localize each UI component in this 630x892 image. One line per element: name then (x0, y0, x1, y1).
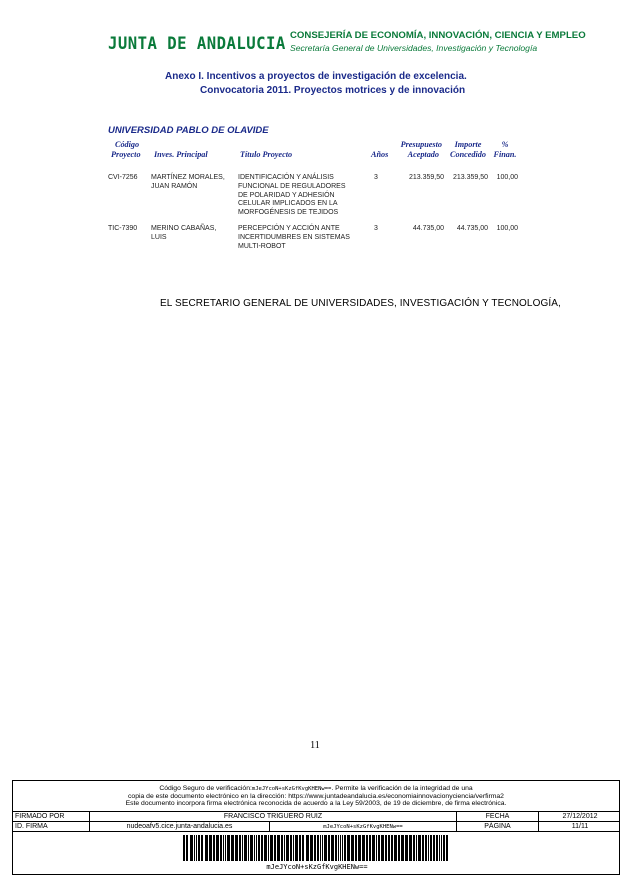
barcode-bar (328, 835, 330, 861)
firmado-value: FRANCISCO TRIGUERO RUIZ (89, 812, 456, 822)
barcode-bar (186, 835, 188, 861)
barcode-bar (239, 835, 241, 861)
row1-titulo-line: FUNCIONAL DE REGULADORES (238, 182, 346, 190)
barcode-bar (443, 835, 445, 861)
barcode-bar (190, 835, 193, 861)
row1-presupuesto: 213.359,50 (408, 174, 444, 181)
row1-anos: 3 (374, 174, 378, 181)
verification-code: mJeJYcoN+sKzGfKvgKHENw== (251, 786, 332, 792)
divider (13, 831, 619, 832)
row1-inves-line1: MARTÍNEZ MORALES, (151, 174, 225, 181)
barcode-bar (441, 835, 442, 861)
row1-importe: 213.359,50 (452, 174, 488, 181)
barcode-bar (264, 835, 267, 861)
barcode-bar (223, 835, 224, 861)
annex-title-line2: Convocatoria 2011. Proyectos motrices y de innovación (200, 85, 466, 96)
barcode-bar (317, 835, 319, 861)
row1-inves-line2: JUAN RAMÓN (151, 182, 198, 190)
barcode-bar (381, 835, 384, 861)
row2-importe: 44.735,00 (456, 225, 488, 232)
barcode-bar (201, 835, 203, 861)
barcode-bar (394, 835, 397, 861)
barcode-bar (418, 835, 421, 861)
header-codigo (111, 140, 141, 160)
barcode-bar (274, 835, 276, 861)
verification-box (12, 780, 620, 875)
header-finan-line1: % (501, 140, 509, 149)
barcode-bar (227, 835, 230, 861)
barcode-bar (248, 835, 249, 861)
fecha-label: FECHA (456, 812, 538, 822)
secretary-signature-line: EL SECRETARIO GENERAL DE UNIVERSIDADES, INVESTIGACIÓN Y TECNOLOGÍA, (160, 298, 561, 309)
barcode-bar (340, 835, 341, 861)
barcode-bar (351, 835, 354, 861)
barcode-bar (391, 835, 393, 861)
header-inves: Inves. Principal (154, 150, 208, 159)
barcode-bar (342, 835, 343, 861)
row2-titulo (238, 225, 350, 251)
barcode-bar (425, 835, 427, 861)
row1-titulo-line: DE POLARIDAD Y ADHESIÓN (238, 191, 335, 199)
barcode-bar (314, 835, 316, 861)
barcode-bar (213, 835, 215, 861)
header-presupuesto (397, 140, 442, 160)
barcode-bar (220, 835, 222, 861)
barcode-bar (347, 835, 350, 861)
barcode-bar (310, 835, 313, 861)
header-anos: Años (371, 150, 389, 159)
barcode-bar (338, 835, 339, 861)
barcode-bar (183, 835, 185, 861)
barcode-bar (205, 835, 208, 861)
row2-inves (151, 225, 216, 243)
consejeria-title: CONSEJERÍA DE ECONOMÍA, INNOVACIÓN, CIENCIA Y EMPLEO (290, 30, 586, 41)
row1-titulo-line: MORFOGÉNESIS DE TEJIDOS (238, 209, 339, 217)
row2-inves-line2: LUIS (151, 233, 167, 241)
barcode-bar (256, 835, 257, 861)
header-codigo-line1: Código (115, 140, 140, 149)
header-importe-line2: Concedido (450, 150, 486, 159)
barcode-bar (405, 835, 408, 861)
barcode-bar (422, 835, 424, 861)
header-presupuesto-line2: Aceptado (407, 150, 439, 159)
row2-anos: 3 (374, 225, 378, 232)
barcode-bar (436, 835, 438, 861)
barcode-bar (358, 835, 361, 861)
barcode-bar (372, 835, 375, 861)
barcode-bar (270, 835, 273, 861)
row2-finan: 100,00 (496, 225, 518, 232)
barcode-bar (439, 835, 440, 861)
barcode-bar (194, 835, 195, 861)
fecha-value: 27/12/2012 (538, 812, 621, 822)
barcode-text: mJeJYcoN+sKzGfKvgKHENw== (266, 863, 368, 871)
barcode-bar (413, 835, 415, 861)
barcode-bar (366, 835, 368, 861)
id-code: mJeJYcoN+sKzGfKvgKHENw== (269, 822, 456, 832)
barcode-bar (299, 835, 301, 861)
barcode-bar (277, 835, 280, 861)
annex-title-line1: Anexo I. Incentivos a proyectos de investigación de excelencia. (165, 71, 467, 82)
row2-titulo-line: PERCEPCIÓN Y ACCIÓN ANTE (238, 225, 340, 232)
barcode-bar (254, 835, 255, 861)
header-finan-line2: Finan. (493, 150, 517, 159)
firmado-label: FIRMADO POR (15, 813, 65, 820)
barcode-bar (235, 835, 238, 861)
barcode-bar (302, 835, 304, 861)
verification-line2: copia de este documento electrónico en la dirección: https://www.juntadeandalucia.es/economiainnovacionyciencia/verfirma2 (128, 793, 504, 800)
barcode-image (183, 835, 448, 861)
barcode-bar (284, 835, 285, 861)
row1-finan: 100,00 (496, 174, 518, 181)
barcode-bar (290, 835, 292, 861)
barcode-bar (281, 835, 283, 861)
junta-logo: JUNTA DE ANDALUCIA (108, 34, 286, 54)
secretaria-subtitle: Secretaría General de Universidades, Investigación y Tecnología (290, 43, 538, 53)
row1-codigo: CVI-7256 (108, 174, 138, 181)
barcode-bar (322, 835, 323, 861)
barcode-bar (416, 835, 417, 861)
barcode-bar (409, 835, 412, 861)
barcode-bar (320, 835, 321, 861)
barcode-bar (324, 835, 327, 861)
barcode-bar (398, 835, 400, 861)
barcode-bar (242, 835, 243, 861)
header-presupuesto-line1: Presupuesto (400, 140, 442, 149)
barcode-bar (335, 835, 337, 861)
barcode-bar (293, 835, 294, 861)
pagina-label: PÁGINA (456, 822, 538, 832)
barcode-bar (355, 835, 357, 861)
header-importe (448, 140, 488, 160)
barcode-bar (369, 835, 371, 861)
verification-line1 (13, 785, 619, 793)
verification-text: Código Seguro de verificación: (159, 785, 252, 792)
barcode-bar (388, 835, 390, 861)
barcode-bar (433, 835, 435, 861)
barcode-bar (428, 835, 429, 861)
barcode-bar (261, 835, 263, 861)
university-heading: UNIVERSIDAD PABLO DE OLAVIDE (108, 125, 269, 136)
barcode-bar (401, 835, 404, 861)
verification-line3: Este documento incorpora firma electrónica reconocida de acuerdo a la Ley 59/2003, de 19 de diciembre, de firma electrónica. (125, 800, 507, 807)
row1-titulo-line: IDENTIFICACIÓN Y ANÁLISIS (238, 174, 334, 181)
row2-codigo: TIC-7390 (108, 225, 138, 232)
row2-presupuesto: 44.735,00 (412, 225, 444, 232)
barcode-bar (258, 835, 260, 861)
pagina-value: 11/11 (538, 822, 621, 832)
barcode-bar (376, 835, 377, 861)
barcode-bar (268, 835, 269, 861)
barcode-bar (295, 835, 298, 861)
verification-text: . Permite la verificación de la integridad de una (331, 785, 473, 792)
header-importe-line1: Importe (454, 140, 482, 149)
barcode-bar (225, 835, 226, 861)
header-codigo-line2: Proyecto (111, 150, 141, 159)
barcode-bar (196, 835, 197, 861)
header-titulo: Título Proyecto (240, 150, 293, 159)
barcode-bar (344, 835, 346, 861)
row1-titulo-line: CELULAR IMPLICADOS EN LA (238, 200, 338, 208)
row1-titulo (238, 174, 345, 218)
header-finan (492, 140, 518, 160)
barcode-bar (378, 835, 380, 861)
row2-titulo-line: MULTI-ROBOT (238, 242, 286, 250)
row1-inves (151, 174, 225, 192)
id-value: nudeoafv5.cice.junta-andalucia.es (89, 822, 269, 832)
barcode-bar (446, 835, 448, 861)
barcode-bar (216, 835, 219, 861)
barcode-bar (250, 835, 253, 861)
barcode-bar (430, 835, 432, 861)
barcode-bar (231, 835, 234, 861)
id-label: ID. FIRMA (15, 823, 48, 830)
page-number: 11 (310, 740, 320, 751)
barcode-bar (209, 835, 212, 861)
row2-inves-line1: MERINO CABAÑAS, (151, 225, 217, 232)
row2-titulo-line: INCERTIDUMBRES EN SISTEMAS (238, 233, 350, 241)
barcode-bar (198, 835, 200, 861)
barcode-bar (306, 835, 309, 861)
barcode-bar (244, 835, 247, 861)
barcode-bar (286, 835, 289, 861)
barcode-bar (385, 835, 387, 861)
barcode-bar (362, 835, 365, 861)
barcode-bar (331, 835, 334, 861)
